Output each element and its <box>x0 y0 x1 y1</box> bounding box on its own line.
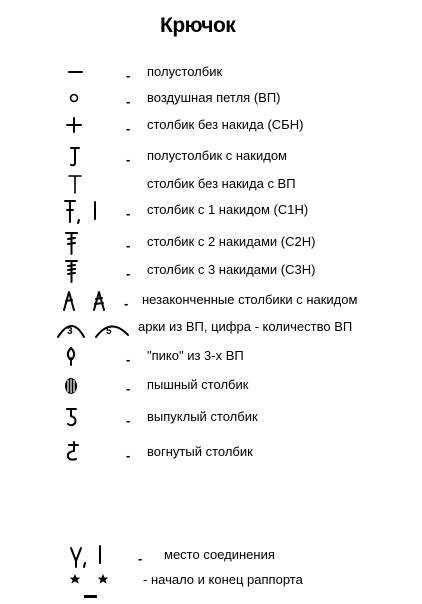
legend-label: столбик без накида (СБН) <box>147 117 304 132</box>
single-crochet-with-chain-icon <box>66 172 86 196</box>
half-double-crochet-icon <box>66 144 86 168</box>
legend-row <box>0 288 422 312</box>
legend-label: вогнутый столбик <box>147 444 253 459</box>
separator-dash: - <box>124 296 129 311</box>
legend-label: выпуклый столбик <box>147 409 258 424</box>
chain-loop-icon <box>66 86 86 110</box>
separator-dash: - <box>126 266 131 281</box>
legend-label: столбик с 3 накидами (С3Н) <box>147 262 316 277</box>
back-post-stitch-icon <box>64 440 84 464</box>
legend-row <box>0 440 422 464</box>
legend-label: арки из ВП, цифра - количество ВП <box>138 319 353 334</box>
separator-dash: - <box>126 352 131 367</box>
separator-dash: - <box>126 413 131 428</box>
repeat-markers-icon <box>66 568 116 604</box>
legend-row <box>0 86 422 110</box>
separator-dash: - <box>126 68 131 83</box>
legend-row <box>0 60 422 84</box>
arch-count-badge: 3 <box>67 326 73 337</box>
legend-row <box>0 113 422 137</box>
legend-row <box>0 405 422 429</box>
legend-row <box>0 198 422 222</box>
legend-label: столбик с 2 накидами (С2Н) <box>147 234 316 249</box>
separator-dash: - <box>126 238 131 253</box>
separator-dash: - <box>126 121 131 136</box>
treble-crochet-icon <box>64 230 84 254</box>
legend-row <box>0 172 422 196</box>
puff-stitch-icon <box>62 373 84 397</box>
legend-label: незаконченные столбики с накидом <box>142 292 358 307</box>
separator-dash: - <box>126 152 131 167</box>
footer-row <box>0 568 422 592</box>
legend-label: столбик с 1 накидом (С1Н) <box>147 202 309 217</box>
footer-label: место соединения <box>164 547 275 562</box>
footer-row <box>0 543 422 567</box>
half-stitch-icon <box>66 60 86 84</box>
arch-count-badge: 5 <box>106 326 112 337</box>
single-crochet-icon <box>66 113 86 137</box>
separator-dash: - <box>126 448 131 463</box>
legend-row <box>0 344 422 368</box>
separator-dash: - <box>138 551 143 566</box>
page-title: Крючок <box>160 14 236 37</box>
legend-row <box>0 144 422 168</box>
double-crochet-icon <box>62 198 112 222</box>
separator-dash: - <box>126 206 131 221</box>
separator-dash: - <box>126 94 131 109</box>
legend-label: полустолбик <box>147 64 223 79</box>
separator-dash: - <box>126 381 131 396</box>
join-point-icon <box>68 543 118 567</box>
chain-arch-icon <box>56 315 132 339</box>
front-post-stitch-icon <box>64 405 84 429</box>
legend-label: воздушная петля (ВП) <box>147 90 281 105</box>
legend-row <box>0 230 422 254</box>
double-treble-crochet-icon <box>64 258 84 282</box>
legend-label: пышный столбик <box>147 377 249 392</box>
legend-label: "пико" из 3-х ВП <box>147 348 244 363</box>
unfinished-stitches-icon <box>62 288 114 312</box>
footer-label: - начало и конец раппорта <box>143 572 303 587</box>
legend-row <box>0 373 422 397</box>
picot-icon <box>64 344 84 368</box>
legend-row <box>0 315 422 339</box>
legend-label: столбик без накида с ВП <box>147 176 296 191</box>
legend-row <box>0 258 422 282</box>
legend-label: полустолбик с накидом <box>147 148 287 163</box>
